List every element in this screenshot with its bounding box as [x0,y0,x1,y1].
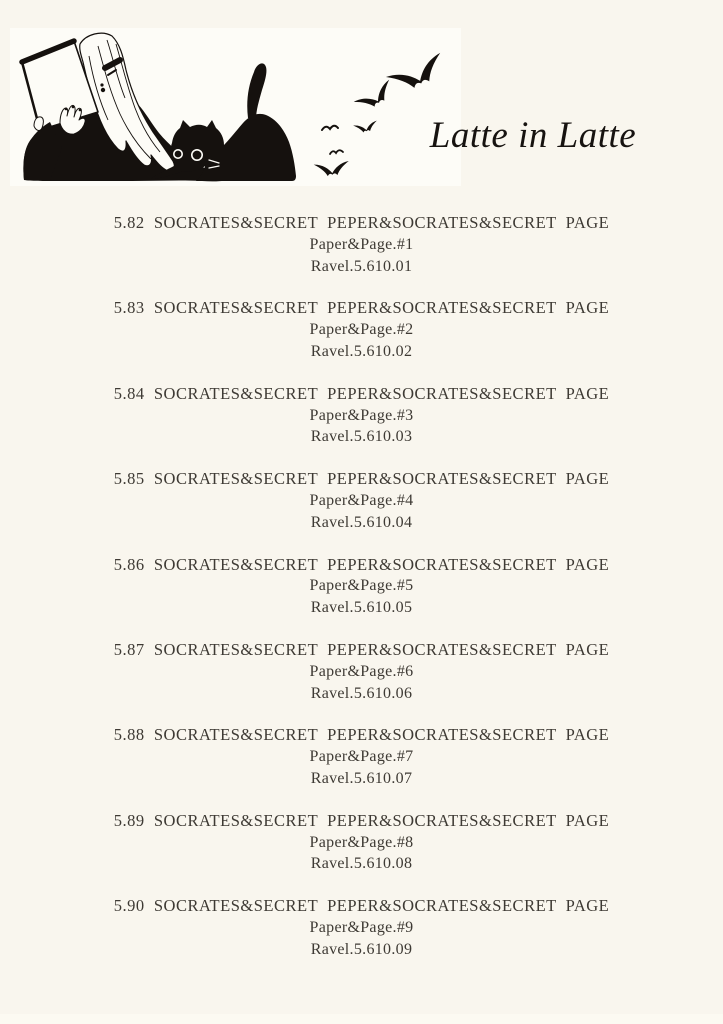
catalog-entry [0,468,723,533]
entry-paper-page: Paper&Page.#5 [309,577,414,595]
entry-heading: 5.88 SOCRATES&SECRET PEPER&SOCRATES&SECRET PAGE [113,725,610,745]
entry-heading: 5.84 SOCRATES&SECRET PEPER&SOCRATES&SECRET PAGE [113,383,610,403]
catalog-entry [0,383,723,448]
entry-paper-page: Paper&Page.#6 [309,662,414,680]
catalog-entry [0,554,723,619]
entry-paper-page: Paper&Page.#4 [309,491,414,509]
entry-ravel: Ravel.5.610.06 [310,684,413,702]
catalog-entry [0,297,723,362]
entry-ravel: Ravel.5.610.08 [310,855,413,873]
entry-paper-page: Paper&Page.#2 [309,321,414,339]
catalog-entry [0,724,723,789]
entry-paper-page: Paper&Page.#3 [309,406,414,424]
entry-heading: 5.85 SOCRATES&SECRET PEPER&SOCRATES&SECRET PAGE [113,469,610,489]
footer-strip [0,1014,723,1024]
reading-woman-cat-birds-illustration [10,28,461,186]
catalog-entry [0,810,723,875]
entry-heading: 5.90 SOCRATES&SECRET PEPER&SOCRATES&SECRET PAGE [113,896,610,916]
entry-ravel: Ravel.5.610.04 [310,513,413,531]
entry-ravel: Ravel.5.610.09 [310,940,413,958]
catalog-entry [0,639,723,704]
entry-ravel: Ravel.5.610.07 [310,769,413,787]
entry-paper-page: Paper&Page.#7 [309,748,414,766]
entry-paper-page: Paper&Page.#8 [309,833,414,851]
entry-list [0,212,723,981]
earring [100,83,103,86]
catalog-entry [0,895,723,960]
entry-ravel: Ravel.5.610.01 [310,257,413,275]
entry-heading: 5.87 SOCRATES&SECRET PEPER&SOCRATES&SECRET PAGE [113,639,610,659]
entry-ravel: Ravel.5.610.05 [310,599,413,617]
entry-paper-page: Paper&Page.#1 [309,235,414,253]
entry-heading: 5.82 SOCRATES&SECRET PEPER&SOCRATES&SECRET PAGE [113,213,610,232]
entry-heading: 5.83 SOCRATES&SECRET PEPER&SOCRATES&SECRET PAGE [113,298,610,318]
entry-heading: 5.89 SOCRATES&SECRET PEPER&SOCRATES&SECRET PAGE [113,810,610,830]
catalog-entry [0,212,723,277]
entry-ravel: Ravel.5.610.02 [310,342,413,360]
site-title: Latte in Latte [429,115,637,156]
hand [60,105,85,134]
header-illustration [10,28,461,186]
cat-tail [247,63,266,120]
entry-heading: 5.86 SOCRATES&SECRET PEPER&SOCRATES&SECRET PAGE [113,554,610,574]
entry-paper-page: Paper&Page.#9 [309,918,414,936]
entry-ravel: Ravel.5.610.03 [310,428,413,446]
